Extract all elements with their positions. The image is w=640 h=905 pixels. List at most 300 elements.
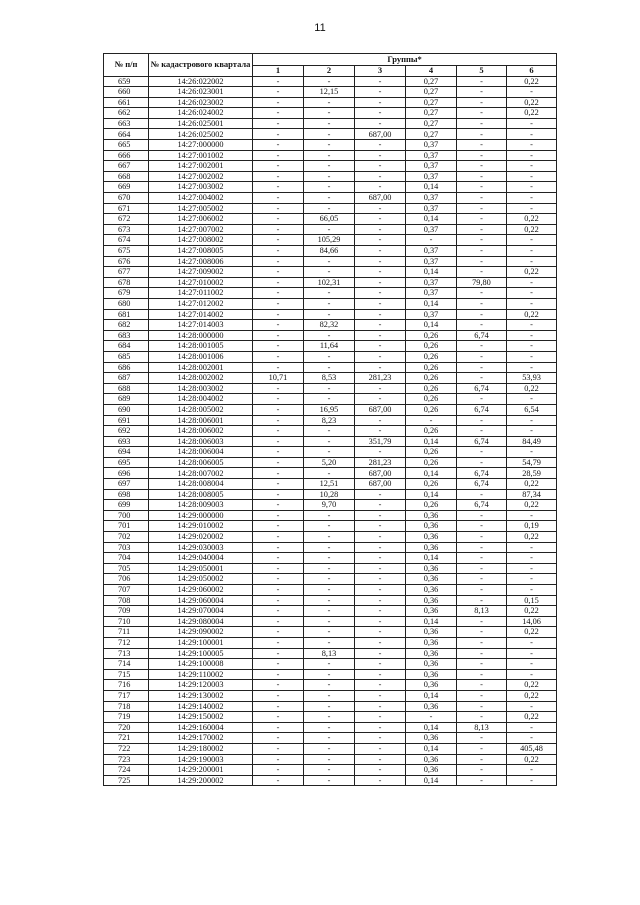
group-5-cell: - (457, 320, 507, 331)
row-number-cell: 688 (104, 383, 149, 394)
group-2-cell: - (304, 298, 355, 309)
cadastral-quarter-cell: 14:28:000000 (149, 330, 253, 341)
group-3-cell: 687,00 (355, 468, 406, 479)
group-2-cell: - (304, 510, 355, 521)
group-2-cell: - (304, 563, 355, 574)
group-6-cell: - (507, 648, 557, 659)
group-3-cell: - (355, 76, 406, 87)
group-6-cell: - (507, 447, 557, 458)
group-6-cell: - (507, 553, 557, 564)
row-number-cell: 687 (104, 373, 149, 384)
cadastral-quarter-cell: 14:27:003002 (149, 182, 253, 193)
group-5-cell: - (457, 193, 507, 204)
group-1-cell: - (253, 182, 304, 193)
group-5-cell: - (457, 426, 507, 437)
group-6-cell: - (507, 341, 557, 352)
group-5-cell: - (457, 690, 507, 701)
group-4-cell: 0,37 (406, 256, 457, 267)
group-4-cell: 0,14 (406, 553, 457, 564)
table-row (104, 574, 557, 585)
group-3-cell: - (355, 235, 406, 246)
table-row (104, 553, 557, 564)
row-number-cell: 690 (104, 404, 149, 415)
table-row (104, 457, 557, 468)
cadastral-quarter-cell: 14:29:200001 (149, 765, 253, 776)
group-4-cell: 0,14 (406, 690, 457, 701)
group-5-cell: - (457, 585, 507, 596)
group-4-cell: 0,14 (406, 298, 457, 309)
group-5-cell: - (457, 775, 507, 786)
group-5-cell: - (457, 373, 507, 384)
group-3-cell: - (355, 108, 406, 119)
group-6-cell: - (507, 415, 557, 426)
group-6-cell: - (507, 659, 557, 670)
row-number-cell: 702 (104, 532, 149, 543)
group-4-cell: 0,26 (406, 362, 457, 373)
cadastral-quarter-cell: 14:29:140002 (149, 701, 253, 712)
group-5-cell: - (457, 298, 507, 309)
cadastral-quarter-cell: 14:28:004002 (149, 394, 253, 405)
table-row (104, 616, 557, 627)
group-5-cell: - (457, 76, 507, 87)
cadastral-quarter-cell: 14:26:024002 (149, 108, 253, 119)
row-number-cell: 678 (104, 277, 149, 288)
row-number-cell: 696 (104, 468, 149, 479)
group-4-cell: 0,36 (406, 637, 457, 648)
row-number-cell: 712 (104, 637, 149, 648)
table-row (104, 330, 557, 341)
group-2-cell: - (304, 330, 355, 341)
group-4-cell: 0,26 (406, 394, 457, 405)
group-6-cell: - (507, 637, 557, 648)
group-1-cell: - (253, 627, 304, 638)
group-3-cell: - (355, 447, 406, 458)
cadastral-quarter-cell: 14:29:120003 (149, 680, 253, 691)
cadastral-quarter-cell: 14:27:002001 (149, 161, 253, 172)
group-5-cell: - (457, 182, 507, 193)
table-row (104, 532, 557, 543)
group-4-cell: 0,14 (406, 320, 457, 331)
table-row (104, 648, 557, 659)
group-3-cell: - (355, 182, 406, 193)
group-4-cell: 0,26 (406, 447, 457, 458)
group-1-cell: - (253, 394, 304, 405)
table-row (104, 436, 557, 447)
group-5-cell: - (457, 733, 507, 744)
group-5-cell: - (457, 246, 507, 257)
row-number-cell: 684 (104, 341, 149, 352)
group-5-cell: 6,74 (457, 479, 507, 490)
table-row (104, 140, 557, 151)
group-1-cell: - (253, 510, 304, 521)
group-2-cell: - (304, 574, 355, 585)
table-row (104, 224, 557, 235)
table-row (104, 500, 557, 511)
cadastral-quarter-cell: 14:27:000000 (149, 140, 253, 151)
group-4-cell: 0,26 (406, 373, 457, 384)
cadastral-quarter-cell: 14:28:002001 (149, 362, 253, 373)
group-2-cell: - (304, 627, 355, 638)
group-1-cell: - (253, 637, 304, 648)
group-5-cell: - (457, 701, 507, 712)
group-3-cell: - (355, 690, 406, 701)
row-number-cell: 673 (104, 224, 149, 235)
group-3-cell: - (355, 743, 406, 754)
cadastral-quarter-cell: 14:27:008006 (149, 256, 253, 267)
cadastral-quarter-cell: 14:27:014003 (149, 320, 253, 331)
group-3-cell: - (355, 415, 406, 426)
group-3-cell: - (355, 712, 406, 723)
group-5-cell: - (457, 129, 507, 140)
row-number-cell: 717 (104, 690, 149, 701)
group-5-cell: - (457, 595, 507, 606)
group-4-cell: 0,26 (406, 351, 457, 362)
group-5-cell: - (457, 521, 507, 532)
group-1-cell: - (253, 743, 304, 754)
cadastral-quarter-cell: 14:29:150002 (149, 712, 253, 723)
group-4-cell: - (406, 235, 457, 246)
row-number-cell: 676 (104, 256, 149, 267)
cadastral-quarter-cell: 14:28:005002 (149, 404, 253, 415)
row-number-cell: 713 (104, 648, 149, 659)
group-2-cell: - (304, 701, 355, 712)
group-3-cell: - (355, 648, 406, 659)
group-4-cell: 0,14 (406, 468, 457, 479)
group-3-cell: - (355, 500, 406, 511)
group-6-cell: 0,22 (507, 532, 557, 543)
group-6-cell: 0,22 (507, 680, 557, 691)
group-4-cell: 0,36 (406, 521, 457, 532)
group-1-cell: - (253, 754, 304, 765)
group-3-cell: - (355, 553, 406, 564)
cadastral-quarter-cell: 14:26:025001 (149, 118, 253, 129)
group-6-cell: 0,22 (507, 76, 557, 87)
group-5-cell: 6,74 (457, 500, 507, 511)
cadastral-quarter-cell: 14:28:008004 (149, 479, 253, 490)
group-3-cell: - (355, 214, 406, 225)
group-2-cell: - (304, 118, 355, 129)
group-1-cell: - (253, 542, 304, 553)
group-4-cell: 0,36 (406, 627, 457, 638)
group-2-cell: - (304, 171, 355, 182)
group-5-cell: - (457, 341, 507, 352)
group-5-cell: - (457, 754, 507, 765)
group-2-cell: - (304, 161, 355, 172)
row-number-cell: 672 (104, 214, 149, 225)
group-1-cell: - (253, 733, 304, 744)
group-2-cell: - (304, 426, 355, 437)
group-1-cell: - (253, 235, 304, 246)
group-4-cell: 0,37 (406, 277, 457, 288)
group-2-cell: - (304, 447, 355, 458)
cadastral-quarter-cell: 14:29:100008 (149, 659, 253, 670)
group-3-cell: - (355, 733, 406, 744)
header-group-1: 1 (253, 66, 304, 77)
group-1-cell: - (253, 351, 304, 362)
cadastral-quarter-cell: 14:29:060002 (149, 585, 253, 596)
group-3-cell: - (355, 288, 406, 299)
group-5-cell: - (457, 118, 507, 129)
row-number-cell: 683 (104, 330, 149, 341)
cadastral-quarter-cell: 14:29:080004 (149, 616, 253, 627)
cadastral-quarter-cell: 14:27:011002 (149, 288, 253, 299)
group-3-cell: 687,00 (355, 129, 406, 140)
group-2-cell: - (304, 351, 355, 362)
table-row (104, 447, 557, 458)
group-4-cell: 0,26 (406, 341, 457, 352)
cadastral-quarter-cell: 14:27:006002 (149, 214, 253, 225)
row-number-cell: 708 (104, 595, 149, 606)
group-1-cell: - (253, 606, 304, 617)
group-6-cell: 0,22 (507, 479, 557, 490)
group-6-cell: - (507, 362, 557, 373)
row-number-cell: 665 (104, 140, 149, 151)
group-6-cell: - (507, 193, 557, 204)
table-row (104, 341, 557, 352)
cadastral-quarter-cell: 14:29:070004 (149, 606, 253, 617)
group-1-cell: - (253, 330, 304, 341)
table-row (104, 118, 557, 129)
group-1-cell: - (253, 161, 304, 172)
group-3-cell: - (355, 140, 406, 151)
group-3-cell: - (355, 362, 406, 373)
cadastral-quarter-cell: 14:28:002002 (149, 373, 253, 384)
group-4-cell: 0,14 (406, 775, 457, 786)
row-number-cell: 721 (104, 733, 149, 744)
group-1-cell: - (253, 436, 304, 447)
group-5-cell: - (457, 97, 507, 108)
group-2-cell: - (304, 680, 355, 691)
group-3-cell: - (355, 118, 406, 129)
group-6-cell: - (507, 118, 557, 129)
group-5-cell: - (457, 171, 507, 182)
table-row (104, 373, 557, 384)
cadastral-quarter-cell: 14:28:006005 (149, 457, 253, 468)
group-2-cell: - (304, 542, 355, 553)
group-6-cell: 0,22 (507, 214, 557, 225)
group-1-cell: - (253, 765, 304, 776)
group-6-cell: 28,59 (507, 468, 557, 479)
group-2-cell: - (304, 743, 355, 754)
group-5-cell: - (457, 224, 507, 235)
table-row (104, 585, 557, 596)
group-2-cell: - (304, 669, 355, 680)
group-3-cell: - (355, 150, 406, 161)
row-number-cell: 674 (104, 235, 149, 246)
group-5-cell: 6,74 (457, 404, 507, 415)
group-4-cell: 0,37 (406, 309, 457, 320)
group-4-cell: 0,36 (406, 659, 457, 670)
cadastral-quarter-cell: 14:29:060004 (149, 595, 253, 606)
row-number-cell: 698 (104, 489, 149, 500)
cadastral-quarter-cell: 14:28:006001 (149, 415, 253, 426)
group-5-cell: - (457, 256, 507, 267)
table-row (104, 563, 557, 574)
group-3-cell: - (355, 542, 406, 553)
group-2-cell: 8,53 (304, 373, 355, 384)
row-number-cell: 723 (104, 754, 149, 765)
group-6-cell: - (507, 161, 557, 172)
group-2-cell: - (304, 256, 355, 267)
group-3-cell: 687,00 (355, 404, 406, 415)
group-6-cell: - (507, 171, 557, 182)
row-number-cell: 718 (104, 701, 149, 712)
group-2-cell: 102,31 (304, 277, 355, 288)
group-2-cell: - (304, 267, 355, 278)
table-row (104, 775, 557, 786)
group-6-cell: 87,34 (507, 489, 557, 500)
group-6-cell: - (507, 722, 557, 733)
group-1-cell: - (253, 468, 304, 479)
group-2-cell: 105,29 (304, 235, 355, 246)
group-3-cell: 281,23 (355, 373, 406, 384)
group-5-cell: - (457, 616, 507, 627)
group-6-cell: - (507, 288, 557, 299)
table-row (104, 214, 557, 225)
table-row (104, 701, 557, 712)
row-number-cell: 720 (104, 722, 149, 733)
group-4-cell: 0,36 (406, 510, 457, 521)
group-2-cell: - (304, 521, 355, 532)
row-number-cell: 691 (104, 415, 149, 426)
table-row (104, 521, 557, 532)
cadastral-quarter-cell: 14:29:010002 (149, 521, 253, 532)
group-4-cell: 0,14 (406, 182, 457, 193)
group-1-cell: - (253, 457, 304, 468)
group-1-cell: - (253, 76, 304, 87)
cadastral-quarter-cell: 14:27:014002 (149, 309, 253, 320)
group-2-cell: 84,66 (304, 246, 355, 257)
group-2-cell: - (304, 394, 355, 405)
group-1-cell: - (253, 320, 304, 331)
group-5-cell: - (457, 659, 507, 670)
group-4-cell: 0,37 (406, 193, 457, 204)
group-6-cell: - (507, 563, 557, 574)
group-2-cell: - (304, 637, 355, 648)
group-4-cell: 0,36 (406, 765, 457, 776)
group-5-cell: - (457, 648, 507, 659)
group-1-cell: - (253, 118, 304, 129)
group-2-cell: - (304, 775, 355, 786)
table-row (104, 351, 557, 362)
group-5-cell: 8,13 (457, 606, 507, 617)
group-6-cell: - (507, 235, 557, 246)
cadastral-quarter-cell: 14:28:003002 (149, 383, 253, 394)
group-4-cell: 0,14 (406, 722, 457, 733)
group-6-cell: - (507, 585, 557, 596)
cadastral-quarter-cell: 14:27:002002 (149, 171, 253, 182)
group-3-cell: - (355, 161, 406, 172)
group-2-cell: - (304, 362, 355, 373)
cadastral-quarter-cell: 14:29:200002 (149, 775, 253, 786)
group-4-cell: 0,37 (406, 161, 457, 172)
group-1-cell: - (253, 224, 304, 235)
row-number-cell: 693 (104, 436, 149, 447)
table-row (104, 669, 557, 680)
row-number-cell: 686 (104, 362, 149, 373)
table-body (104, 76, 557, 786)
row-number-cell: 682 (104, 320, 149, 331)
group-4-cell: 0,37 (406, 203, 457, 214)
group-4-cell: 0,37 (406, 140, 457, 151)
group-6-cell: - (507, 256, 557, 267)
group-3-cell: - (355, 330, 406, 341)
row-number-cell: 706 (104, 574, 149, 585)
group-2-cell: 11,64 (304, 341, 355, 352)
group-6-cell: - (507, 394, 557, 405)
group-3-cell: - (355, 722, 406, 733)
cadastral-quarter-cell: 14:29:050002 (149, 574, 253, 585)
cadastral-quarter-cell: 14:29:180002 (149, 743, 253, 754)
group-4-cell: 0,27 (406, 129, 457, 140)
group-5-cell: - (457, 235, 507, 246)
group-2-cell: - (304, 765, 355, 776)
group-1-cell: - (253, 532, 304, 543)
group-6-cell: - (507, 330, 557, 341)
group-5-cell: - (457, 150, 507, 161)
group-5-cell: - (457, 680, 507, 691)
table-row (104, 161, 557, 172)
row-number-cell: 705 (104, 563, 149, 574)
group-1-cell: - (253, 426, 304, 437)
group-5-cell: - (457, 574, 507, 585)
table-row (104, 193, 557, 204)
cadastral-quarter-cell: 14:26:025002 (149, 129, 253, 140)
group-4-cell: 0,14 (406, 267, 457, 278)
group-6-cell: - (507, 765, 557, 776)
group-6-cell: - (507, 87, 557, 98)
group-2-cell: 10,28 (304, 489, 355, 500)
cadastral-quarter-cell: 14:29:190003 (149, 754, 253, 765)
group-6-cell: 0,22 (507, 108, 557, 119)
group-4-cell: 0,37 (406, 288, 457, 299)
group-1-cell: - (253, 150, 304, 161)
header-num: № п/п (104, 54, 149, 77)
table-row (104, 712, 557, 723)
row-number-cell: 711 (104, 627, 149, 638)
group-4-cell: 0,37 (406, 150, 457, 161)
group-1-cell: - (253, 669, 304, 680)
table-row (104, 743, 557, 754)
row-number-cell: 670 (104, 193, 149, 204)
row-number-cell: 725 (104, 775, 149, 786)
group-5-cell: - (457, 765, 507, 776)
group-5-cell: 79,80 (457, 277, 507, 288)
cadastral-quarter-cell: 14:29:040004 (149, 553, 253, 564)
group-4-cell: 0,26 (406, 500, 457, 511)
group-3-cell: - (355, 532, 406, 543)
group-6-cell: 0,22 (507, 309, 557, 320)
table-row (104, 203, 557, 214)
group-4-cell: 0,14 (406, 616, 457, 627)
group-5-cell: - (457, 362, 507, 373)
group-1-cell: - (253, 690, 304, 701)
header-cadastral: № кадастрового квартала (149, 54, 253, 77)
row-number-cell: 714 (104, 659, 149, 670)
group-6-cell: - (507, 351, 557, 362)
group-6-cell: 0,22 (507, 690, 557, 701)
group-5-cell: - (457, 415, 507, 426)
group-2-cell: - (304, 224, 355, 235)
group-3-cell: - (355, 246, 406, 257)
group-3-cell: - (355, 606, 406, 617)
group-6-cell: 53,93 (507, 373, 557, 384)
row-number-cell: 659 (104, 76, 149, 87)
cadastral-quarter-cell: 14:27:010002 (149, 277, 253, 288)
group-2-cell: - (304, 690, 355, 701)
group-5-cell: - (457, 309, 507, 320)
group-6-cell: 14,06 (507, 616, 557, 627)
